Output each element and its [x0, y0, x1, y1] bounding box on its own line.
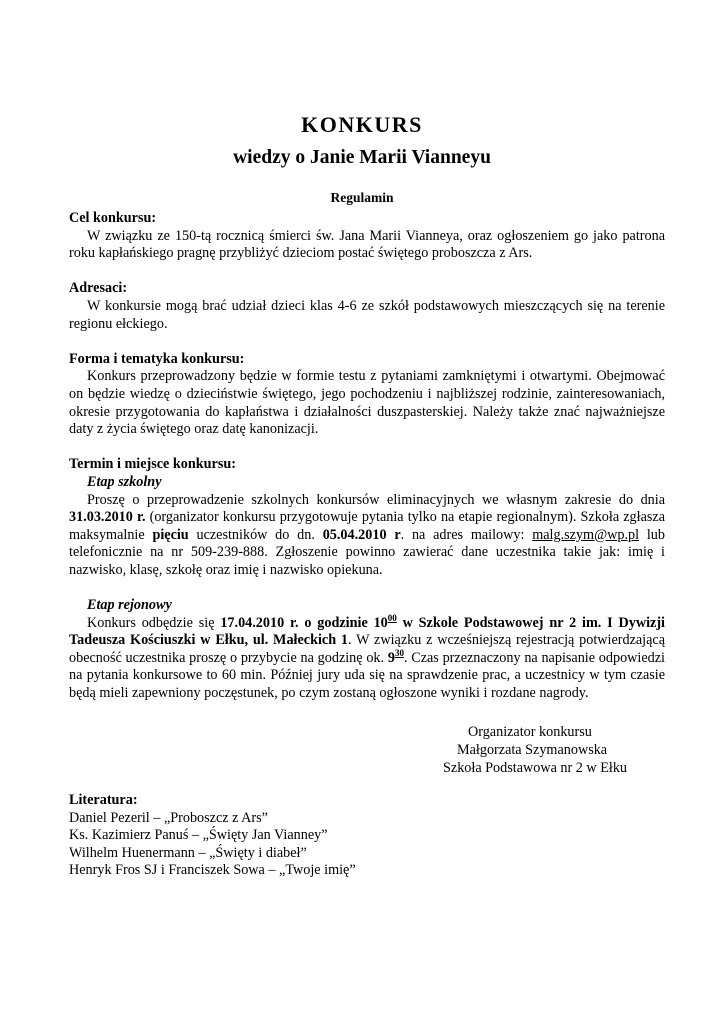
literatura-item: Henryk Fros SJ i Franciszek Sowa – „Twoje imię” [69, 862, 356, 879]
deadline-date: 31.03.2010 r. [69, 509, 146, 526]
event-location: w Szkole Podstawowej nr 2 im. I Dywizji Tadeusza Kościuszki w Ełku, ul. Małeckich 1 [69, 614, 665, 649]
etap-szkolny-label: Etap szkolny [87, 473, 162, 490]
literatura-heading: Literatura: [69, 792, 138, 808]
cel-text: W związku ze 150-tą rocznicą śmierci św. Jana Marii Vianneya, oraz ogłoszeniem go jako patrona roku kapłańskiego pragnę przybliżyć dzieciom postać świętego proboszcza z Ars. [69, 227, 665, 262]
etap-rejonowy-text [69, 612, 665, 703]
adresaci-heading: Adresaci: [69, 280, 128, 297]
text-segment: lub telefonicznie na nr 509-239-888. Zgłoszenie powinno zawierać dane uczestnika takie jak: imię i nazwisko, klasę, szkołę oraz imię i nazwisko opiekuna. [69, 526, 665, 578]
text-segment: . na adres mailowy: [400, 526, 533, 543]
document-subtitle: wiedzy o Janie Marii Vianneyu [233, 147, 491, 168]
etap-szkolny-text [69, 492, 665, 580]
literatura-item: Ks. Kazimierz Panuś – „Święty Jan Vianney” [69, 827, 328, 844]
text-segment: Proszę o przeprowadzenie szkolnych konkursów eliminacyjnych we własnym zakresie do dnia [87, 491, 665, 508]
text-segment: uczestników do dn. [188, 526, 323, 543]
spacer [69, 333, 665, 351]
literatura-section [69, 792, 665, 880]
time-minutes: 00 [387, 612, 397, 623]
document-title: KONKURS [301, 112, 423, 137]
registration-date: 05.04.2010 r [322, 526, 401, 543]
adresaci-text: W konkursie mogą brać udział dzieci klas 4-6 ze szkół podstawowych mieszczących się na terenie regionu ełckiego. [69, 297, 665, 332]
text-segment: . Czas przeznaczony na napisanie odpowiedzi na pytania konkursowe to 60 min. Później jury uda się na sprawdzenie prac, a uczestnicy w tym czasie będą mieli zapewniony poczęstunek, po czym zostaną ogłoszone wyniki i rozdane nagrody. [69, 649, 665, 702]
signature-line-organizer: Organizator konkursu [468, 724, 592, 740]
signature-line-name: Małgorzata Szymanowska [457, 742, 608, 758]
event-date-time: 17.04.2010 r. o godzinie 10 [220, 614, 388, 631]
etap-rejonowy-label: Etap rejonowy [87, 597, 172, 614]
literatura-item: Daniel Pezeril – „Proboszcz z Ars” [69, 809, 268, 826]
arrival-hour: 9 [387, 649, 395, 666]
forma-heading: Forma i tematyka konkursu: [69, 350, 245, 367]
email-link[interactable]: malg.szym@wp.pl [532, 526, 640, 543]
termin-heading: Termin i miejsce konkursu: [69, 456, 236, 473]
text-segment: . W związku z wcześniejszą rejestracją potwierdzającą obecność uczestnika proszę o przybycie na godzinę ok. [69, 632, 665, 666]
spacer [69, 579, 665, 597]
signature-line-school: Szkoła Podstawowa nr 2 w Ełku [443, 760, 628, 776]
arrival-minutes: 30 [394, 647, 404, 658]
spacer [69, 439, 665, 457]
participant-count: pięciu [152, 526, 189, 543]
spacer [69, 263, 665, 281]
regulamin-heading: Regulamin [330, 190, 394, 205]
text-segment: Konkurs odbędzie się [87, 614, 221, 631]
forma-text: Konkurs przeprowadzony będzie w formie testu z pytaniami zamkniętymi i otwartymi. Obejmować on będzie wiedzę o dzieciństwie świętego, jego pochodzeniu i najbliższej rodzinie, zainteresowaniach, okresie przygotowania do kapłaństwa i działalności duszpasterskiej. Należy także znać najważniejsze daty z życia świętego oraz datę kanonizacji. [69, 368, 665, 438]
main-content [69, 210, 665, 703]
cel-heading: Cel konkursu: [69, 210, 157, 226]
text-segment: (organizator konkursu przygotowuje pytania tylko na etapie regionalnym). Szkoła zgłasza maksymalnie [69, 509, 665, 543]
literatura-item: Wilhelm Huenermann – „Święty i diabeł” [69, 844, 307, 861]
